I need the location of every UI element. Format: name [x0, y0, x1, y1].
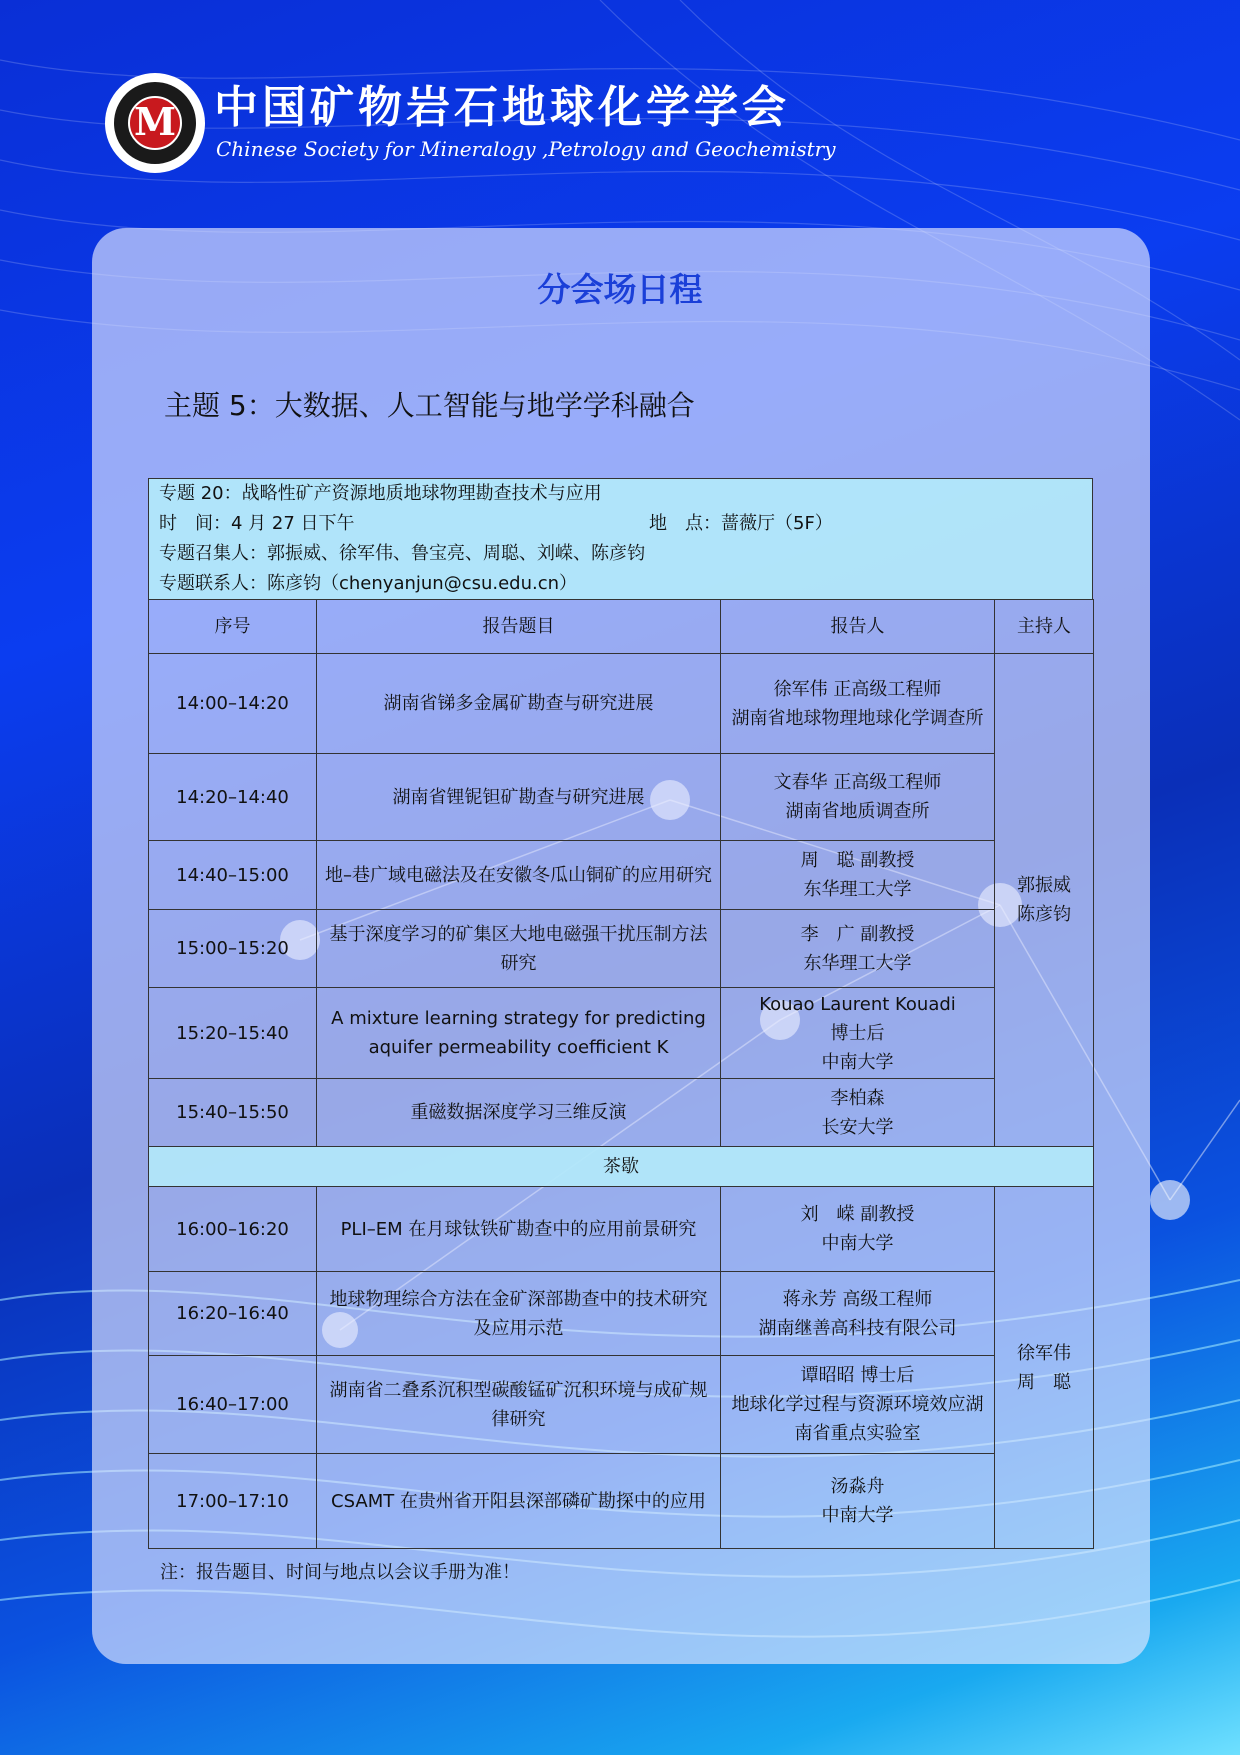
- time-cell: 15:00–15:20: [149, 910, 317, 988]
- title-cell: 湖南省二叠系沉积型碳酸锰矿沉积环境与成矿规律研究: [317, 1356, 721, 1454]
- time-cell: 15:20–15:40: [149, 988, 317, 1079]
- time-cell: 14:20–14:40: [149, 754, 317, 841]
- title-cell: 地–巷广域电磁法及在安徽冬瓜山铜矿的应用研究: [317, 841, 721, 910]
- table-row: [149, 1079, 1094, 1147]
- host-cell: 徐军伟 周 聪: [995, 1187, 1094, 1549]
- speaker-cell: 周 聪 副教授 东华理工大学: [721, 841, 995, 910]
- session-conveners: 专题召集人：郭振威、徐军伟、鲁宝亮、周聪、刘嵘、陈彦钧: [159, 543, 645, 564]
- table-row: [149, 754, 1094, 841]
- table-row: [149, 1272, 1094, 1356]
- schedule-table: [148, 599, 1094, 1549]
- time-cell: 16:20–16:40: [149, 1272, 317, 1356]
- theme-heading: 主题 5：大数据、人工智能与地学学科融合: [164, 389, 695, 422]
- table-row: [149, 988, 1094, 1079]
- session-topic: 专题 20：战略性矿产资源地质地球物理勘查技术与应用: [159, 483, 602, 504]
- session-contact: 专题联系人：陈彦钧（chenyanjun@csu.edu.cn）: [159, 573, 578, 594]
- table-header-row: [149, 600, 1094, 654]
- title-cell: CSAMT 在贵州省开阳县深部磷矿勘探中的应用: [317, 1454, 721, 1549]
- title-cell: 湖南省锑多金属矿勘查与研究进展: [317, 654, 721, 754]
- header-cell-host: 主持人: [995, 600, 1094, 654]
- title-cell: 基于深度学习的矿集区大地电磁强干扰压制方法研究: [317, 910, 721, 988]
- tea-break-label: 茶歇: [149, 1147, 1094, 1187]
- title-cell: A mixture learning strategy for predicting aquifer permeability coefficient K: [317, 988, 721, 1079]
- speaker-cell: 汤淼舟 中南大学: [721, 1454, 995, 1549]
- title-cell: 地球物理综合方法在金矿深部勘查中的技术研究及应用示范: [317, 1272, 721, 1356]
- title-cell: 湖南省锂铌钽矿勘查与研究进展: [317, 754, 721, 841]
- tea-break-row: [149, 1147, 1094, 1187]
- speaker-cell: 谭昭昭 博士后 地球化学过程与资源环境效应湖南省重点实验室: [721, 1356, 995, 1454]
- header-cell-title: 报告题目: [317, 600, 721, 654]
- page-title: 分会场日程: [537, 270, 703, 309]
- table-row: [149, 1356, 1094, 1454]
- org-name-cn: 中国矿物岩石地球化学学会: [214, 82, 790, 133]
- society-emblem-icon: M: [108, 76, 202, 170]
- time-cell: 17:00–17:10: [149, 1454, 317, 1549]
- header-cell-index: 序号: [149, 600, 317, 654]
- table-row: [149, 654, 1094, 754]
- time-cell: 14:40–15:00: [149, 841, 317, 910]
- speaker-cell: 蒋永芳 高级工程师 湖南继善高科技有限公司: [721, 1272, 995, 1356]
- host-cell: 郭振威 陈彦钧: [995, 654, 1094, 1147]
- session-location: 地 点：蔷薇厅（5F）: [649, 513, 833, 534]
- table-row: [149, 1454, 1094, 1549]
- time-cell: 16:40–17:00: [149, 1356, 317, 1454]
- session-info-box: [148, 478, 1093, 599]
- footnote: 注：报告题目、时间与地点以会议手册为准！: [160, 1562, 520, 1583]
- org-name-en: Chinese Society for Mineralogy ,Petrology and Geochemistry: [216, 137, 836, 161]
- speaker-cell: 刘 嵘 副教授 中南大学: [721, 1187, 995, 1272]
- table-row: [149, 910, 1094, 988]
- table-row: [149, 841, 1094, 910]
- title-cell: PLI–EM 在月球钛铁矿勘查中的应用前景研究: [317, 1187, 721, 1272]
- speaker-cell: 李柏森 长安大学: [721, 1079, 995, 1147]
- society-header: [108, 76, 836, 172]
- speaker-cell: 徐军伟 正高级工程师 湖南省地球物理地球化学调查所: [721, 654, 995, 754]
- header-cell-speaker: 报告人: [721, 600, 995, 654]
- time-cell: 16:00–16:20: [149, 1187, 317, 1272]
- speaker-cell: Kouao Laurent Kouadi 博士后 中南大学: [721, 988, 995, 1079]
- speaker-cell: 李 广 副教授 东华理工大学: [721, 910, 995, 988]
- time-cell: 14:00–14:20: [149, 654, 317, 754]
- time-cell: 15:40–15:50: [149, 1079, 317, 1147]
- title-cell: 重磁数据深度学习三维反演: [317, 1079, 721, 1147]
- speaker-cell: 文春华 正高级工程师 湖南省地质调查所: [721, 754, 995, 841]
- table-row: [149, 1187, 1094, 1272]
- session-time: 时 间：4 月 27 日下午: [159, 513, 355, 534]
